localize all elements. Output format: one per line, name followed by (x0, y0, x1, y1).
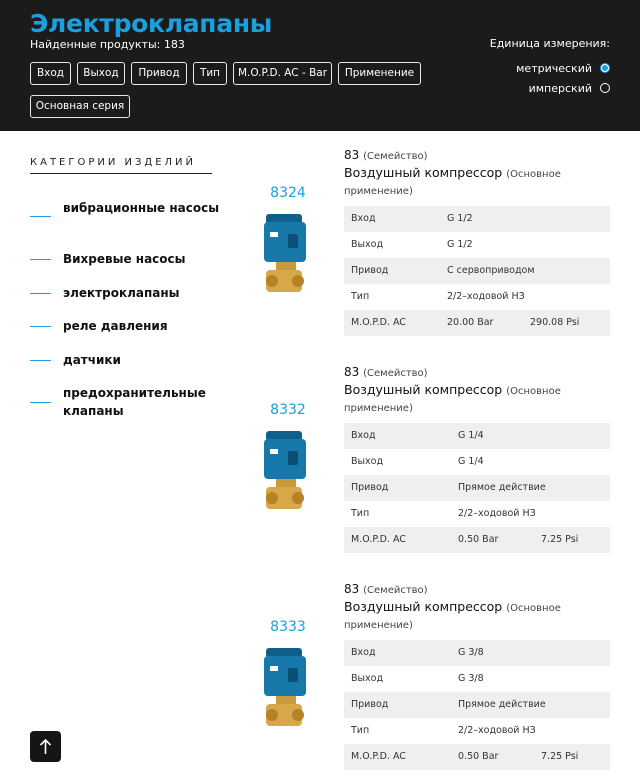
radio-selected-icon[interactable] (600, 63, 610, 73)
spec-row (344, 232, 610, 258)
category-label[interactable]: реле давления (63, 319, 168, 333)
spec-row (344, 527, 610, 553)
spec-label: Тип (351, 291, 370, 302)
spec-row (344, 501, 610, 527)
spec-row (344, 718, 610, 744)
application-note: (Основное применение) (344, 169, 561, 197)
product-code[interactable]: 8324 (270, 185, 306, 201)
spec-value: 0.50 Bar (458, 534, 499, 545)
spec-row (344, 284, 610, 310)
filter-type-button[interactable]: Тип (193, 62, 227, 85)
application-note: (Основное применение) (344, 386, 561, 414)
spec-label: Выход (351, 239, 384, 250)
spec-value: G 1/2 (447, 213, 473, 224)
filter-mopd-button[interactable]: M.O.P.D. AC - Bar (233, 62, 332, 85)
solenoid-valve-image[interactable] (252, 206, 322, 296)
radio-empty-icon[interactable] (600, 83, 610, 93)
page-title: Электроклапаны (30, 9, 273, 38)
spec-value: G 1/4 (458, 430, 484, 441)
unit-title: Единица измерения: (489, 37, 610, 50)
spec-label: Вход (351, 213, 376, 224)
unit-label-imperial: имперский (528, 81, 592, 95)
spec-label: Выход (351, 456, 384, 467)
filter-application-button[interactable]: Применение (338, 62, 421, 85)
unit-option-metric[interactable] (516, 61, 610, 75)
spec-label: Выход (351, 673, 384, 684)
spec-label: Вход (351, 430, 376, 441)
spec-label: Привод (351, 482, 389, 493)
spec-value: Прямое действие (458, 699, 546, 710)
family-number: 83 (344, 148, 360, 162)
spec-row (344, 310, 610, 336)
product-code[interactable]: 8333 (270, 619, 306, 635)
spec-label: M.O.P.D. AC (351, 534, 406, 545)
spec-value: Прямое действие (458, 482, 546, 493)
spec-row (344, 423, 610, 449)
product-family (344, 365, 428, 379)
product-card[interactable] (0, 582, 640, 778)
spec-value: G 1/4 (458, 456, 484, 467)
spec-value: 2/2–ходовой НЗ (458, 508, 536, 519)
spec-label: Привод (351, 699, 389, 710)
family-label: (Семейство) (363, 585, 428, 596)
solenoid-valve-image[interactable] (252, 423, 322, 513)
spec-label: Тип (351, 725, 370, 736)
family-number: 83 (344, 582, 360, 596)
spec-row (344, 449, 610, 475)
product-application (344, 382, 594, 416)
category-label[interactable]: вибрационные насосы (63, 201, 220, 215)
scroll-top-button[interactable] (30, 731, 61, 762)
family-number: 83 (344, 365, 360, 379)
spec-value: С сервоприводом (447, 265, 535, 276)
product-code[interactable]: 8332 (270, 402, 306, 418)
family-label: (Семейство) (363, 151, 428, 162)
category-label[interactable]: Вихревые насосы (63, 252, 186, 266)
spec-value: G 1/2 (447, 239, 473, 250)
spec-value: 2/2–ходовой НЗ (447, 291, 525, 302)
spec-value-alt: 7.25 Psi (541, 751, 579, 762)
application-name: Воздушный компрессор (344, 165, 503, 180)
product-family (344, 148, 428, 162)
spec-value-alt: 290.08 Psi (530, 317, 580, 328)
category-label[interactable]: датчики (63, 353, 121, 367)
solenoid-valve-image[interactable] (252, 640, 322, 730)
spec-value-alt: 7.25 Psi (541, 534, 579, 545)
filter-series-button[interactable]: Основная серия (30, 95, 130, 118)
spec-row (344, 744, 610, 770)
spec-label: Привод (351, 265, 389, 276)
categories-title: КАТЕГОРИИ ИЗДЕЛИЙ (30, 157, 197, 168)
spec-value: G 3/8 (458, 647, 484, 658)
product-family (344, 582, 428, 596)
spec-row (344, 666, 610, 692)
spec-row (344, 475, 610, 501)
spec-row (344, 258, 610, 284)
spec-row (344, 640, 610, 666)
product-application (344, 165, 594, 199)
spec-label: M.O.P.D. AC (351, 317, 406, 328)
spec-value: 0.50 Bar (458, 751, 499, 762)
arrow-up-icon (38, 738, 53, 755)
application-name: Воздушный компрессор (344, 382, 503, 397)
category-dash (30, 360, 51, 361)
family-label: (Семейство) (363, 368, 428, 379)
unit-option-imperial[interactable] (529, 81, 610, 95)
product-card[interactable] (0, 148, 640, 348)
filter-drive-button[interactable]: Привод (131, 62, 187, 85)
application-note: (Основное применение) (344, 603, 561, 631)
found-count: Найденные продукты: 183 (30, 38, 185, 51)
spec-label: Тип (351, 508, 370, 519)
category-label[interactable]: электроклапаны (63, 286, 180, 300)
spec-value: 2/2–ходовой НЗ (458, 725, 536, 736)
spec-label: Вход (351, 647, 376, 658)
spec-label: M.O.P.D. AC (351, 751, 406, 762)
spec-value: 20.00 Bar (447, 317, 494, 328)
spec-row (344, 692, 610, 718)
spec-value: G 3/8 (458, 673, 484, 684)
product-application (344, 599, 594, 633)
filter-inlet-button[interactable]: Вход (30, 62, 71, 85)
filter-outlet-button[interactable]: Выход (77, 62, 125, 85)
spec-row (344, 206, 610, 232)
category-label[interactable]: предохранительные клапаны (63, 386, 206, 418)
application-name: Воздушный компрессор (344, 599, 503, 614)
product-card[interactable] (0, 365, 640, 565)
unit-label-metric: метрический (516, 61, 592, 75)
page-header (0, 0, 640, 131)
